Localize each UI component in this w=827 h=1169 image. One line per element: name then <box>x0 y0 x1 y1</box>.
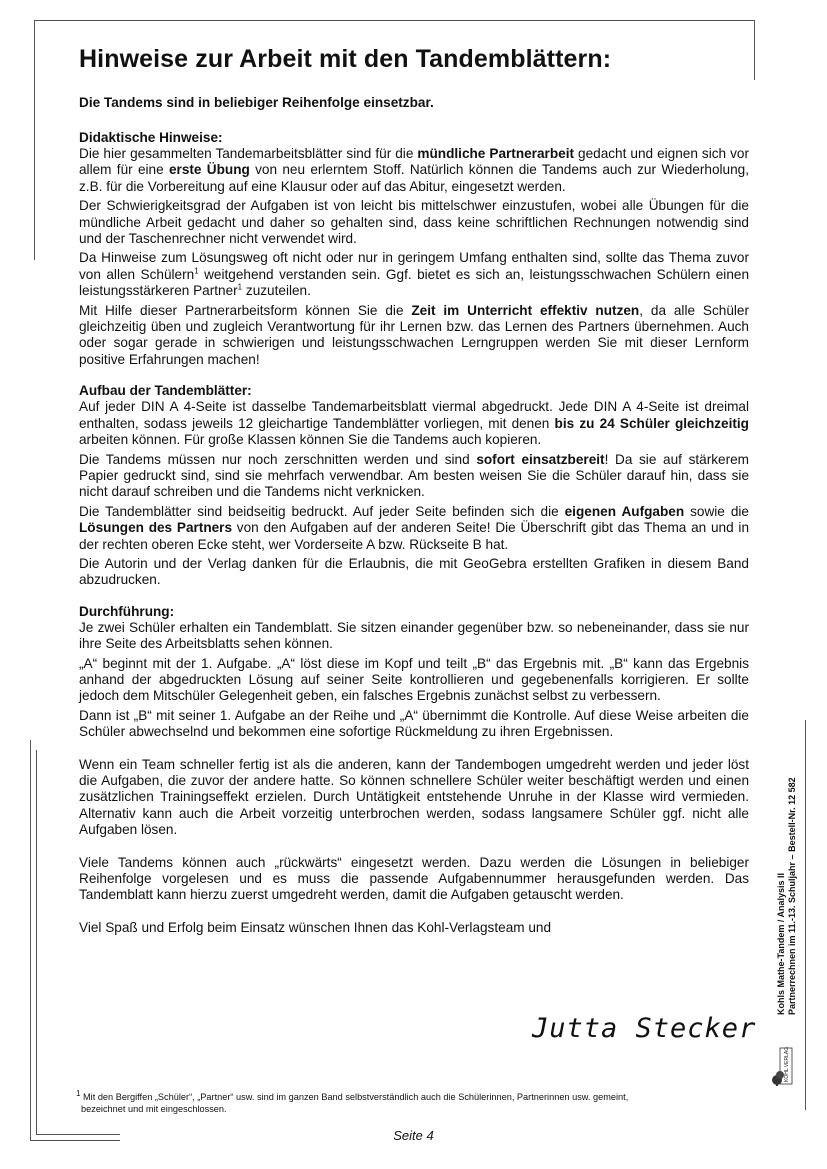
paragraph-s2-1: Auf jeder DIN A 4-Seite ist dasselbe Tandemarbeitsblatt viermal abgedruckt. Jede DIN A 4-Seite ist dreimal enthalten, sodass jeweils 12 gleichartige Tandemblätter vorliegen, mit denen bis zu 24 Schüler gleichzeitig arbeiten können. Für große Klassen können Sie die Tandems auch kopieren. <box>79 399 749 448</box>
footnote-number: 1 <box>76 1088 81 1098</box>
sidebar-publication-info: Kohls Mathe-Tandem / Analysis II Partnerrechnen im 11.-13. Schuljahr – Bestell-Nr. 12 582 <box>776 777 797 1015</box>
kohl-verlag-logo-icon <box>771 1028 793 1088</box>
paragraph-s3-6: Viel Spaß und Erfolg beim Einsatz wünschen Ihnen das Kohl-Verlagsteam und <box>79 919 552 935</box>
heading-durchfuehrung: Durchführung: <box>79 603 175 619</box>
paragraph-s2-3: Die Tandemblätter sind beidseitig bedruckt. Auf jeder Seite befinden sich die eigenen Aufgaben sowie die Lösungen des Partners von den Aufgaben auf der anderen Seite! Die Überschrift gibt das Thema an und in der rechten oberen Ecke steht, wer Vorderseite A bzw. Rückseite B hat. <box>79 503 750 552</box>
paragraph-s3-4: Wenn ein Team schneller fertig ist als die anderen, kann der Tandembogen umgedreht werden und jeder löst die Aufgaben, die zuvor der andere hatte. So können schnellere Schüler weiter beschäftigt werden und einen zusätzlichen Trainingseffekt erzielen. Durch Untätigkeit entstehende Unruhe in der Klasse wird vermieden. Alternativ kann auch die Arbeit vorzeitig unterbrochen werden, sodass langsamere Schüler ggf. nicht alle Aufgaben lösen. <box>79 756 749 838</box>
signature: Jutta Stecker <box>532 1013 757 1044</box>
paragraph-s1-4: Mit Hilfe dieser Partnerarbeitsform können Sie die Zeit im Unterricht effektiv nutzen, da alle Schüler gleichzeitig üben und zugleich Verantwortung für ihr Lernen bzw. das Lernen des Partners übernehmen. Auch oder sogar gerade in schwierigen und leistungsschwachen Lerngruppen werden Sie mit dieser Lernform positive Erfahrungen machen! <box>79 302 749 367</box>
footnote-mark: 1 <box>237 282 243 292</box>
paragraph-s1-1: Die hier gesammelten Tandemarbeitsblätter sind für die mündliche Partnerarbeit gedacht und eignen sich vor allem für eine erste Übung von neu erlerntem Stoff. Natürlich können die Tandems auch zur Wiederholung, z.B. für die Vorbereitung auf eine Klausur oder auf das Abitur, eingesetzt werden. <box>79 146 749 194</box>
frame-line-right <box>805 720 806 1110</box>
paragraph-s3-1: Je zwei Schüler erhalten ein Tandemblatt. Sie sitzen einander gegenüber bzw. so nebeneinander, dass sie nur ihre Seite des Arbeitsblatts sehen können. <box>79 619 749 652</box>
paragraph-s3-3: Dann ist „B“ mit seiner 1. Aufgabe an der Reihe und „A“ übernimmt die Kontrolle. Auf diese Weise arbeiten die Schüler abwechselnd und bekommen eine sofortige Rückmeldung zu ihren Ergebnissen. <box>79 707 749 740</box>
page-title: Hinweise zur Arbeit mit den Tandemblättern: <box>79 45 612 73</box>
frame-line-top-right <box>754 20 755 80</box>
frame-line-bottom-left <box>30 740 31 1140</box>
footnote: $^1$ Mit den Bergiffen „Schüler“, „Partner“ usw. sind im ganzen Band selbstverständlich auch die Schülerinnen, Partnerinnen usw. gemeint, bezeichnet und mit eingeschlossen. <box>76 1088 629 1114</box>
paragraph-s3-2: „A“ beginnt mit der 1. Aufgabe. „A“ löst diese im Kopf und teilt „B“ das Ergebnis mit. „B“ kann das Ergebnis anhand der abgedruckten Lösung auf seiner Seite kontrollieren und gegebenenfalls korrigieren. Er sollte jedoch dem Mitschüler Gelegenheit geben, ein falsches Ergebnis zunächst selbst zu verbessern. <box>79 655 749 704</box>
paragraph-s2-2: Die Tandems müssen nur noch zerschnitten werden und sind sofort einsatzbereit! Da sie auf stärkerem Papier gedruckt sind, sind sie mehrfach verwendbar. Am besten weisen Sie die Schüler darauf hin, dass sie nicht darauf schreiben und die Tandems nicht verknicken. <box>79 451 750 500</box>
frame-line-top <box>34 20 754 21</box>
main-content <box>79 44 749 939</box>
frame-line-bottom-left-inner <box>36 750 37 1134</box>
logo-text: KOHL VERLAG <box>784 1046 790 1082</box>
paragraph-s2-4: Die Autorin und der Verlag danken für die Erlaubnis, die mit GeoGebra erstellten Grafiken in diesem Band abzudrucken. <box>79 555 749 588</box>
frame-line-top-left <box>34 20 35 260</box>
page-number: Seite 4 <box>393 1128 434 1143</box>
heading-didaktische-hinweise: Didaktische Hinweise: <box>79 130 223 145</box>
heading-aufbau: Aufbau der Tandemblätter: <box>79 383 252 399</box>
lead-text: Die Tandems sind in beliebiger Reihenfolge einsetzbar. <box>79 95 434 110</box>
paragraph-s1-2: Der Schwierigkeitsgrad der Aufgaben ist von leicht bis mittelschwer einzustufen, wobei alle Übungen für die mündliche Arbeit gedacht und daher so gehalten sind, dass keine schriftlichen Rechnungen notwendig sind und der Taschenrechner nicht verwendet wird. <box>79 198 749 247</box>
paragraph-s3-5: Viele Tandems können auch „rückwärts“ eingesetzt werden. Dazu werden die Lösungen in beliebiger Reihenfolge vorgelesen und es muss die passende Aufgabennummer herausgefunden werden. Das Tandemblatt kann hierzu zuerst umgedreht werden, damit die Aufgaben getauscht werden. <box>79 854 749 903</box>
paragraph-s1-3: Da Hinweise zum Lösungsweg oft nicht oder nur in geringem Umfang enthalten sind, sollte das Thema zuvor von allen Schülern$^1$ weitgehend verstanden sein. Ggf. bietet es sich an, leistungsschwachen Schülern einen leistungsstärkeren Partner$^1$ zuzuteilen. <box>79 250 749 299</box>
footnote-mark: 1 <box>194 266 199 276</box>
